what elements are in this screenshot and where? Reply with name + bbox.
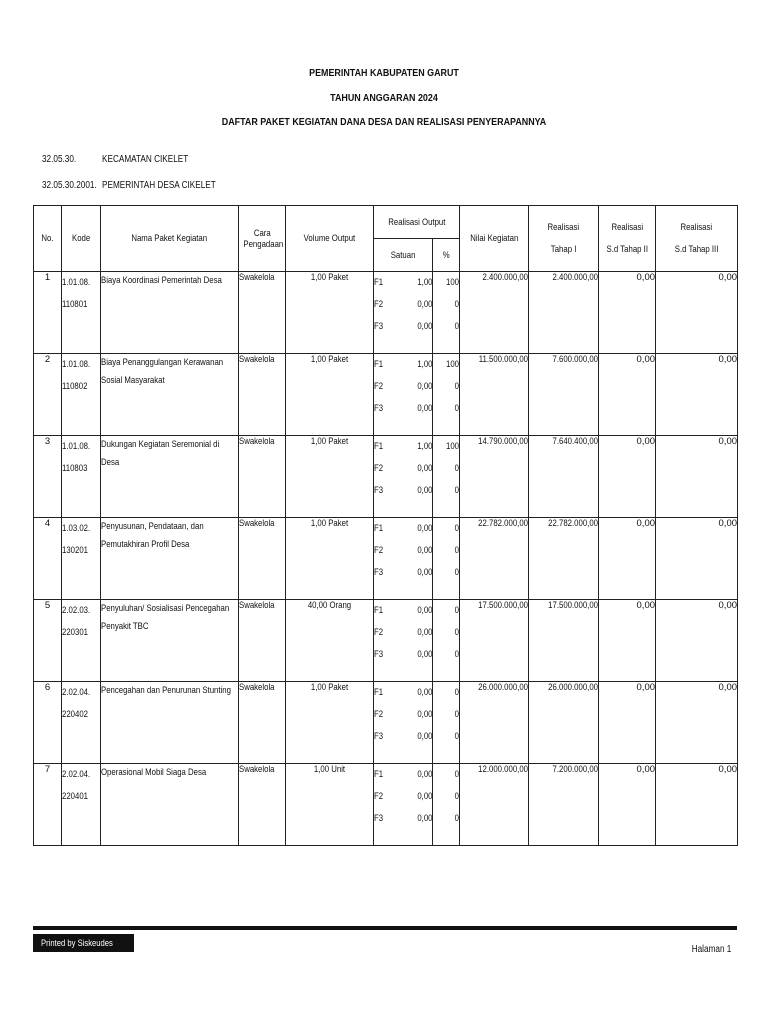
kegiatan-table [33, 205, 738, 846]
row-nilai: 11.500.000,00 [460, 354, 529, 436]
row-no: 6 [34, 682, 62, 764]
row-cara: Swakelola [239, 436, 286, 518]
row-kode: 1.03.02. 130201 [62, 518, 101, 600]
table-row [34, 518, 738, 600]
row-cara: Swakelola [239, 600, 286, 682]
row-satuan: F1 1,00 F2 0,00 F3 0,00 [374, 354, 433, 436]
row-cara: Swakelola [239, 354, 286, 436]
row-nilai: 2.400.000,00 [460, 272, 529, 354]
row-kode: 2.02.04. 220402 [62, 682, 101, 764]
col-volume: Volume Output [286, 206, 374, 272]
row-tahap3: 0,00 [656, 600, 738, 682]
row-nama: Dukungan Kegiatan Seremonial di Desa [101, 436, 239, 518]
row-nilai: 12.000.000,00 [460, 764, 529, 846]
row-kode: 2.02.03. 220301 [62, 600, 101, 682]
table-row [34, 272, 738, 354]
kecamatan-code: 32.05.30. [42, 154, 77, 165]
row-cara: Swakelola [239, 518, 286, 600]
row-nama: Penyuluhan/ Sosialisasi Pencegahan Penyakit TBC [101, 600, 239, 682]
col-no: No. [34, 206, 62, 272]
row-persen: 0 0 0 [433, 518, 460, 600]
row-kode: 1.01.08. 110802 [62, 354, 101, 436]
row-persen: 100 0 0 [433, 354, 460, 436]
row-volume: 1,00 Paket [286, 354, 374, 436]
row-satuan: F1 1,00 F2 0,00 F3 0,00 [374, 272, 433, 354]
row-tahap2: 0,00 [599, 600, 656, 682]
col-nama: Nama Paket Kegiatan [101, 206, 239, 272]
row-nama: Biaya Penanggulangan Kerawanan Sosial Masyarakat [101, 354, 239, 436]
row-cara: Swakelola [239, 272, 286, 354]
row-satuan: F1 0,00 F2 0,00 F3 0,00 [374, 600, 433, 682]
row-nilai: 14.790.000,00 [460, 436, 529, 518]
row-tahap1: 26.000.000,00 [529, 682, 599, 764]
row-no: 2 [34, 354, 62, 436]
row-volume: 1,00 Paket [286, 436, 374, 518]
footer-divider [33, 926, 737, 930]
row-nama: Operasional Mobil Siaga Desa [101, 764, 239, 846]
row-tahap1: 7.640.400,00 [529, 436, 599, 518]
table-row [34, 354, 738, 436]
row-satuan: F1 0,00 F2 0,00 F3 0,00 [374, 518, 433, 600]
row-tahap1: 22.782.000,00 [529, 518, 599, 600]
row-kode: 2.02.04. 220401 [62, 764, 101, 846]
table-row [34, 764, 738, 846]
report-title-line2: TAHUN ANGGARAN 2024 [330, 92, 438, 104]
row-tahap3: 0,00 [656, 682, 738, 764]
row-nilai: 17.500.000,00 [460, 600, 529, 682]
col-kode: Kode [62, 206, 101, 272]
row-volume: 40,00 Orang [286, 600, 374, 682]
col-persen: % [433, 239, 460, 272]
row-tahap1: 17.500.000,00 [529, 600, 599, 682]
desa-code: 32.05.30.2001. [42, 180, 97, 191]
row-no: 7 [34, 764, 62, 846]
row-nama: Biaya Koordinasi Pemerintah Desa [101, 272, 239, 354]
table-row [34, 600, 738, 682]
kecamatan-name: KECAMATAN CIKELET [102, 154, 189, 165]
report-title-line3: DAFTAR PAKET KEGIATAN DANA DESA DAN REALISASI PENYERAPANNYA [221, 116, 547, 128]
col-cara: Cara Pengadaan [239, 206, 286, 272]
row-cara: Swakelola [239, 764, 286, 846]
desa-name: PEMERINTAH DESA CIKELET [102, 180, 216, 191]
row-persen: 0 0 0 [433, 682, 460, 764]
row-tahap1: 7.600.000,00 [529, 354, 599, 436]
row-tahap3: 0,00 [656, 764, 738, 846]
row-tahap3: 0,00 [656, 518, 738, 600]
row-persen: 100 0 0 [433, 272, 460, 354]
row-nilai: 22.782.000,00 [460, 518, 529, 600]
col-nilai: Nilai Kegiatan [460, 206, 529, 272]
row-tahap2: 0,00 [599, 518, 656, 600]
row-nilai: 26.000.000,00 [460, 682, 529, 764]
table-row [34, 436, 738, 518]
row-tahap2: 0,00 [599, 272, 656, 354]
page-number: Halaman 1 [691, 944, 731, 955]
printed-by-badge: Printed by Siskeudes [33, 934, 134, 952]
table-row [34, 682, 738, 764]
col-satuan: Satuan [374, 239, 433, 272]
row-tahap3: 0,00 [656, 272, 738, 354]
row-satuan: F1 0,00 F2 0,00 F3 0,00 [374, 682, 433, 764]
row-no: 4 [34, 518, 62, 600]
row-volume: 1,00 Unit [286, 764, 374, 846]
row-volume: 1,00 Paket [286, 682, 374, 764]
report-title-line1: PEMERINTAH KABUPATEN GARUT [309, 67, 459, 79]
col-tahap1: Realisasi Tahap I [529, 206, 599, 272]
row-persen: 0 0 0 [433, 600, 460, 682]
row-no: 1 [34, 272, 62, 354]
row-no: 3 [34, 436, 62, 518]
row-tahap2: 0,00 [599, 682, 656, 764]
row-satuan: F1 0,00 F2 0,00 F3 0,00 [374, 764, 433, 846]
row-nama: Pencegahan dan Penurunan Stunting [101, 682, 239, 764]
row-nama: Penyusunan, Pendataan, dan Pemutakhiran Profil Desa [101, 518, 239, 600]
col-realisasi-output: Realisasi Output [374, 206, 460, 239]
row-volume: 1,00 Paket [286, 518, 374, 600]
col-tahap3: Realisasi S.d Tahap III [656, 206, 738, 272]
row-tahap2: 0,00 [599, 764, 656, 846]
row-tahap2: 0,00 [599, 354, 656, 436]
row-tahap3: 0,00 [656, 436, 738, 518]
row-tahap2: 0,00 [599, 436, 656, 518]
row-tahap1: 2.400.000,00 [529, 272, 599, 354]
col-tahap2: Realisasi S.d Tahap II [599, 206, 656, 272]
row-cara: Swakelola [239, 682, 286, 764]
row-tahap3: 0,00 [656, 354, 738, 436]
row-no: 5 [34, 600, 62, 682]
row-persen: 0 0 0 [433, 764, 460, 846]
row-volume: 1,00 Paket [286, 272, 374, 354]
row-persen: 100 0 0 [433, 436, 460, 518]
row-tahap1: 7.200.000,00 [529, 764, 599, 846]
row-satuan: F1 1,00 F2 0,00 F3 0,00 [374, 436, 433, 518]
row-kode: 1.01.08. 110803 [62, 436, 101, 518]
row-kode: 1.01.08. 110801 [62, 272, 101, 354]
